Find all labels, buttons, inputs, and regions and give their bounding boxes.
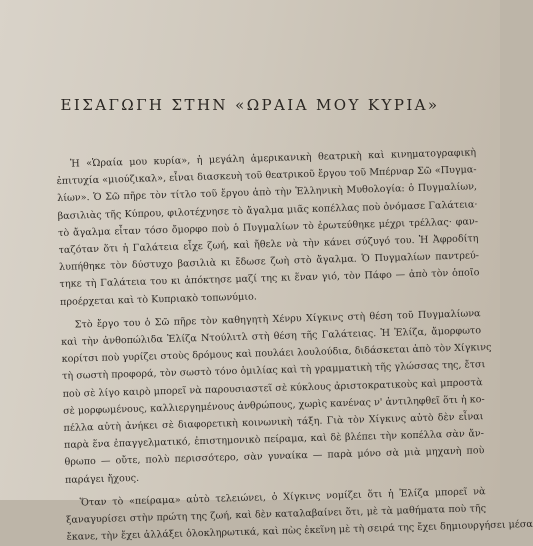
text-line: προέρχεται καὶ τὸ Κυπριακὸ τοπωνύμιο.	[59, 291, 258, 308]
text-line: Στὸ ἔργο του ὁ Σῶ πῆρε τὸν καθηγητὴ Χένρυ Χίγκινς στὴ θέση τοῦ Πυγμαλίωνα	[74, 308, 481, 331]
text-line: ἐπιτυχία «μιούζικαλ», εἶναι διασκευὴ τοῦ θεατρικοῦ ἔργου τοῦ Μπέρναρ Σῶ «Πυγμα-	[56, 164, 477, 188]
text-line: τηκε τὴ Γαλάτεια του κι ἀπόκτησε μαζί της κι ἕναν γιό, τὸν Πάφο — ἀπὸ τὸν ὁποῖο	[59, 267, 480, 291]
text-line: τὴ σωστὴ προφορά, τὸν σωστὸ τόνο ὁμιλίας καὶ τὴ γραμματικὴ τῆς γλώσσας της, ἔτσι	[62, 359, 486, 383]
text-line: Ὅταν τὸ «πείραμα» αὐτὸ τελειώνει, ὁ Χίγκινς νομίζει ὅτι ἡ Ἐλίζα μπορεῖ νὰ	[79, 485, 486, 509]
text-line: λυπήθηκε τὸν δύστυχο βασιλιὰ κι ἔδωσε ζωὴ στὸ ἄγαλμα. Ὁ Πυγμαλίων παντρεύ-	[58, 250, 480, 274]
text-line: βασιλιὰς τῆς Κύπρου, φιλοτέχνησε τὸ ἄγαλμα μιᾶς κοπέλλας ποὺ ὀνόμασε Γαλάτεια·	[57, 198, 478, 222]
text-line: λίων». Ὁ Σῶ πῆρε τὸν τίτλο τοῦ ἔργου ἀπὸ τὴν Ἑλληνικὴ Μυθολογία: ὁ Πυγμαλίων,	[57, 181, 478, 205]
text-line: παράγει ἤχους.	[64, 472, 140, 486]
text-line: παρὰ ἕνα ἐπαγγελματικό, ἐπιστημονικὸ πείραμα, καὶ δὲ βλέπει τὴν κοπέλλα σὰν ἄν-	[63, 428, 485, 452]
text-line: Ἡ «Ὡραία μου κυρία», ἡ μεγάλη ἀμερικανικὴ θεατρικὴ καὶ κινηματογραφικὴ	[70, 147, 477, 170]
text-line: κορίτσι ποὺ γυρίζει στοὺς δρόμους καὶ πουλάει λουλούδια, διδάσκεται ἀπὸ τὸν Χίγκινς	[61, 342, 492, 366]
text-line: ταζόταν ὅτι ἡ Γαλάτεια εἶχε ζωή, καὶ ἤθελε νὰ τὴν κάνει σύζυγό του. Ἡ Ἀφροδίτη	[58, 233, 479, 256]
text-line: ποὺ σὲ λίγο καιρὸ μπορεῖ νὰ παρουσιαστεῖ σὲ κύκλους ἀριστοκρατικοὺς καὶ μπροστὰ	[62, 376, 483, 400]
body-text	[56, 144, 533, 546]
text-line: σὲ μορφωμένους, καλλιεργημένους ἀνθρώπους, χωρὶς κανένας ν' ἀντιληφθεῖ ὅτι ἡ κο-	[62, 393, 485, 417]
text-line: καὶ τὴν ἀνθοπώλιδα Ἐλίζα Ντούλιτλ στὴ θέση τῆς Γαλάτειας. Ἡ Ἐλίζα, ἄμορφωτο	[61, 325, 482, 348]
chapter-heading: ΕΙΣΑΓΩΓΗ ΣΤΗΝ «ΩΡΑΙΑ ΜΟΥ ΚΥΡΙΑ»	[60, 96, 440, 114]
text-line: ξαναγυρίσει στὴν πρώτη της ζωή, καὶ δὲν καταλαβαίνει ὅτι, μὲ τὰ μαθήματα ποὺ τῆς	[66, 503, 487, 526]
text-line: πέλλα αὐτὴ ἀνήκει σὲ διαφορετικὴ κοινωνικὴ τάξη. Γιὰ τὸν Χίγκινς αὐτὸ δὲν εἶναι	[63, 411, 484, 434]
text-line: θρωπο — οὔτε, πολὺ περισσότερο, σὰν γυναίκα — παρὰ μόνο σὰ μιὰ μηχανὴ ποὺ	[64, 445, 485, 469]
text-line: ἔκανε, τὴν ἔχει ἀλλάξει ὁλοκληρωτικά, καὶ πὼς ἐκεῖνη μὲ τὴ σειρά της ἔχει δημιουργήσει μέσα	[66, 519, 533, 544]
text-line: τὸ ἄγαλμα εἶταν τόσο ὄμορφο ποὺ ὁ Πυγμαλίων τὸ ἐρωτεύθηκε μέχρι τρέλλας· φαν-	[58, 216, 479, 239]
